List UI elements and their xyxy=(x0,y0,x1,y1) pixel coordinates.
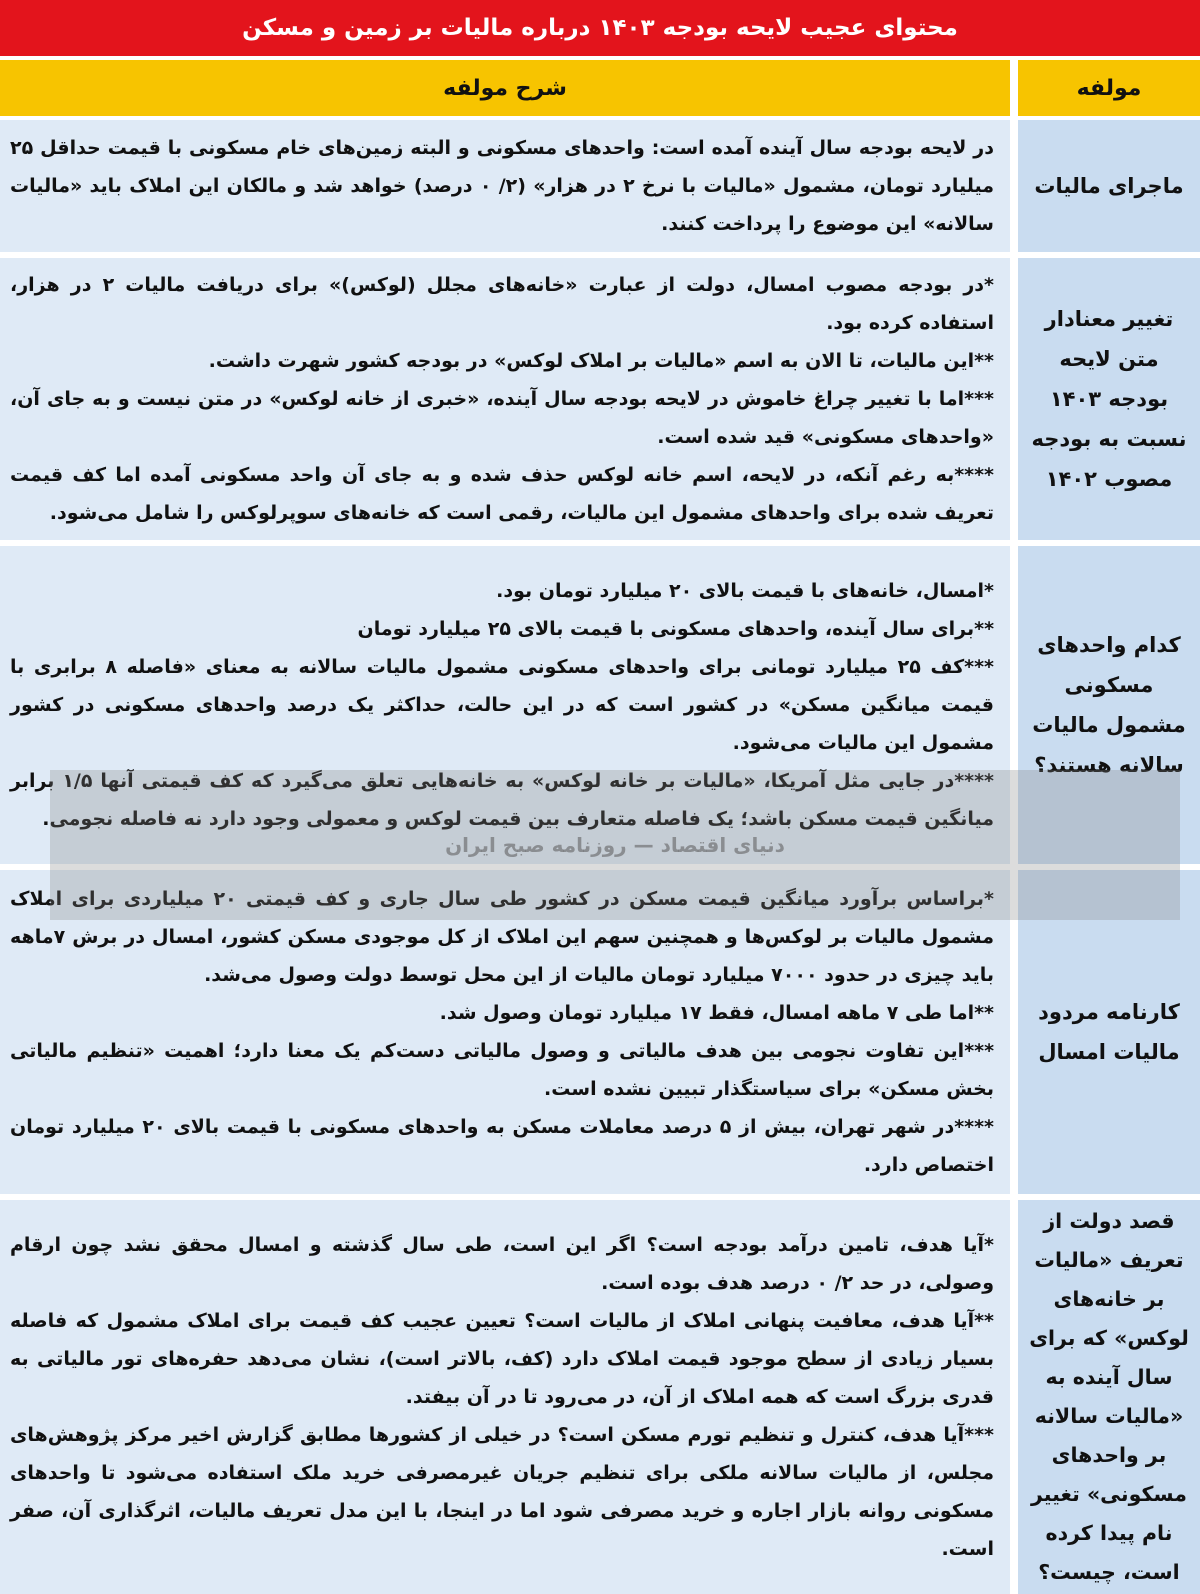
table-row xyxy=(0,1200,1200,1594)
row-description xyxy=(0,870,1010,1194)
row-paragraph: ****به رغم آنکه، در لایحه، اسم خانه لوکس حذف شده و به جای آن واحد مسکونی آمده اما کف قیمت تعریف شده برای واحدهای مشمول این مالیات، رقمی است که خانه‌های سوپرلوکس را شامل می‌شود. xyxy=(10,464,994,524)
header-label-column: مولفه xyxy=(1018,60,1200,116)
table-title: محتوای عجیب لایحه بودجه ۱۴۰۳ درباره مالیات بر زمین و مسکن xyxy=(0,0,1200,56)
row-label: کدام واحدهای مسکونی مشمول مالیات سالانه هستند؟ xyxy=(1018,546,1200,864)
row-label: ماجرای مالیات xyxy=(1018,120,1200,252)
newspaper-watermark: دنیای اقتصاد — روزنامه صبح ایران xyxy=(50,770,1180,920)
table-header xyxy=(0,60,1200,118)
row-label: تغییر معنادار متن لایحه بودجه ۱۴۰۳ نسبت به بودجه مصوب ۱۴۰۲ xyxy=(1018,258,1200,540)
row-paragraph: ***آیا هدف، کنترل و تنظیم تورم مسکن است؟ در خیلی از کشورها مطابق گزارش اخیر مرکز پژوهش‌های مجلس، از مالیات سالانه ملکی برای تنظیم جریان غیرمصرفی خرید ملک استفاده می‌شود تا واحدهای مسکونی روانه بازار اجاره و خرید مصرفی شود اما در اینجا، با این مدل تعریف مالیات، اثرگذاری آن، صفر است. xyxy=(10,1424,994,1560)
row-paragraph: **برای سال آینده، واحدهای مسکونی با قیمت بالای ۲۵ میلیارد تومان xyxy=(357,618,994,640)
table-row xyxy=(0,870,1200,1194)
row-paragraph: **اما طی ۷ ماهه امسال، فقط ۱۷ میلیارد تومان وصول شد. xyxy=(439,1002,994,1024)
row-paragraph: ***این تفاوت نجومی بین هدف مالیاتی و وصول مالیاتی دست‌کم یک معنا دارد؛ اهمیت «تنظیم مالیاتی بخش مسکن» برای سیاستگذار تبیین نشده است. xyxy=(10,1040,994,1100)
header-description-column: شرح مولفه xyxy=(0,60,1010,116)
table-row xyxy=(0,258,1200,540)
row-paragraph: ***اما با تغییر چراغ خاموش در لایحه بودجه سال آینده، «خبری از خانه لوکس» در متن نیست و به جای آن، «واحدهای مسکونی» قید شده است. xyxy=(10,388,994,448)
row-description xyxy=(0,258,1010,540)
row-paragraph: **آیا هدف، معافیت پنهانی املاک از مالیات است؟ تعیین عجیب کف قیمت برای املاک مشمول که فاصله بسیار زیادی از سطح موجود قیمت املاک دارد (کف، بالاتر است)، نشان می‌دهد حفره‌های تور مالیاتی به قدری بزرگ است که همه املاک از آن، در می‌رود تا در آن بیفتد. xyxy=(10,1310,994,1408)
row-label: قصد دولت از تعریف «مالیات بر خانه‌های لوکس» که برای سال آینده به «مالیات سالانه بر واحدهای مسکونی» تغییر نام پیدا کرده است، چیست؟ xyxy=(1018,1200,1200,1594)
row-label: کارنامه مردود مالیات امسال xyxy=(1018,870,1200,1194)
row-paragraph: **این مالیات، تا الان به اسم «مالیات بر املاک لوکس» در بودجه کشور شهرت داشت. xyxy=(208,350,994,372)
row-paragraph: *امسال، خانه‌های با قیمت بالای ۲۰ میلیارد تومان بود. xyxy=(496,580,994,602)
row-paragraph: *براساس برآورد میانگین قیمت مسکن در کشور طی سال جاری و کف قیمتی ۲۰ میلیاردی برای املاک مشمول مالیات بر لوکس‌ها و همچنین سهم این املاک از کل موجودی مسکن کشور، امسال در برش ۷ماهه باید چیزی در حدود ۷۰۰۰ میلیارد تومان مالیات از این محل توسط دولت وصول می‌شد. xyxy=(10,888,994,986)
row-paragraph: *در بودجه مصوب امسال، دولت از عبارت «خانه‌های مجلل (لوکس)» برای دریافت مالیات ۲ در هزار، استفاده کرده بود. xyxy=(10,274,994,334)
row-description xyxy=(0,1200,1010,1594)
table-row xyxy=(0,120,1200,252)
row-paragraph: ***کف ۲۵ میلیارد تومانی برای واحدهای مسکونی مشمول مالیات سالانه به معنای «فاصله ۸ برابری با قیمت میانگین مسکن» در کشور است که در این حالت، حداکثر یک درصد واحدهای مسکونی در کشور مشمول این مالیات می‌شود. xyxy=(10,656,994,754)
row-paragraph: ****در جایی مثل آمریکا، «مالیات بر خانه لوکس» به خانه‌هایی تعلق می‌گیرد که کف قیمتی آنها ۱/۵ برابر میانگین قیمت مسکن باشد؛ یک فاصله متعارف بین قیمت لوکس و معمولی وجود دارد نه فاصله نجومی. xyxy=(10,770,994,830)
row-description xyxy=(0,546,1010,864)
row-description xyxy=(0,120,1010,252)
row-paragraph: در لایحه بودجه سال آینده آمده است: واحدهای مسکونی و البته زمین‌های خام مسکونی با قیمت حداقل ۲۵ میلیارد تومان، مشمول «مالیات با نرخ ۲ در هزار» (۲/ ۰ درصد) خواهد شد و مالکان این املاک باید «مالیات سالانه» این موضوع را پرداخت کنند. xyxy=(10,137,995,235)
row-paragraph: *آیا هدف، تامین درآمد بودجه است؟ اگر این است، طی سال گذشته و امسال محقق نشد چون ارقام وصولی، در حد ۲/ ۰ درصد هدف بوده است. xyxy=(10,1234,994,1294)
table-row xyxy=(0,546,1200,864)
row-paragraph: ****در شهر تهران، بیش از ۵ درصد معاملات مسکن به واحدهای مسکونی با قیمت بالای ۲۰ میلیارد تومان اختصاص دارد. xyxy=(10,1116,994,1176)
